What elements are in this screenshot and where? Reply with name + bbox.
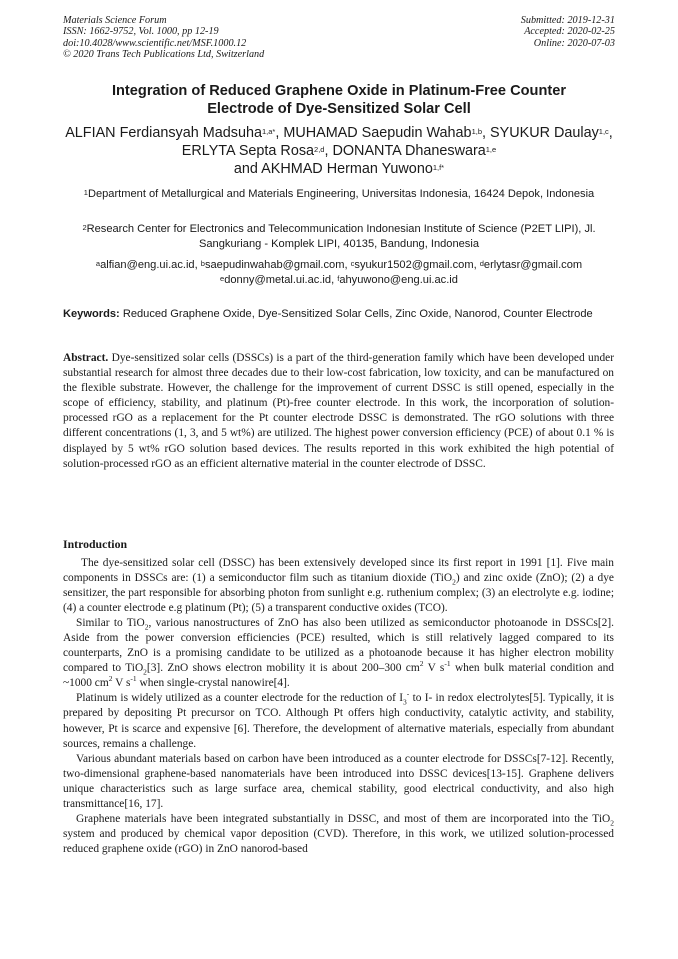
- email-link[interactable]: saepudinwahab@gmail.com,: [204, 259, 348, 271]
- paragraph: Similar to TiO$_2$, various nanostructures of ZnO has also been utilized as semiconductor photoanode in DSSCs[2]. Aside from the power conversion efficiencies (PCE) resulted, which is still relatively lagged compared to its counterparts, ZnO is a promising candidate to be utilized as a photoanode because it has higher electron mobility compared to TiO$_2$[3]. ZnO shows electron mobility it is about 200–300 $cm^2$ V $s^{-1}$ when bulk material condition and ~1000 $cm^2$ V $s^{-1}$ when single-crystal nanowire[4].: [63, 617, 614, 690]
- introduction-body: [63, 556, 614, 857]
- author-name: AKHMAD Herman Yuwono: [261, 161, 433, 177]
- email-marker: e: [220, 273, 225, 283]
- author-sup: 1,a*: [261, 127, 276, 136]
- email-link[interactable]: donny@metal.ui.ac.id,: [224, 273, 335, 286]
- paragraph: Platinum is widely utilized as a counter electrode for the reduction of $I_3^-$ to I- in redox electrolytes[5]. Typically, it is prepared by depositing Pt precursor on TCO. Although Pt offers high conductivity, catalytic activity, and stability, however, Pt is scarce and expensive [6]. Therefore, the development of alternative materials, especially from abundant sources, remains a challenge.: [63, 689, 614, 750]
- author-name: SYUKUR Daulay: [490, 125, 599, 141]
- affiliation-number: 2: [82, 223, 87, 232]
- affiliation-number: 1: [83, 188, 88, 197]
- title-line-2: Electrode of Dye-Sensitized Solar Cell: [207, 101, 471, 117]
- abstract-text: Dye-sensitized solar cells (DSSCs) is a part of the third-generation family which have been developed under substantial research for almost three decades due to their low-cost fabrication, low toxicity, and can be manufactured on the flexible substrate. However, the challenge for the improvement of current DSSC is still opened, especially in the scope of efficiency, stability, and platinum (Pt)-free counter electrode. In this work, the incorporation of solution-processed rGO as a replacement for the Pt counter electrode DSSC is demonstrated. The rGO solutions with three different concentrations (1, 3, and 5 wt%) are utilized. The highest power conversion efficiency (PCE) of about 0.1 % is displayed by 5 wt% rGO solution based devices. The results reported in this work exhibited the high potential of solution-processed rGO as an efficient alternative material in the counter electrode of DSSC.: [63, 352, 614, 470]
- journal-doi: doi:10.4028/www.scientific.net/MSF.1000.12: [63, 37, 247, 49]
- email-marker: b: [200, 259, 205, 268]
- email-marker: d: [479, 259, 484, 268]
- author-sup: 1,c: [598, 127, 609, 136]
- author-sup: 2,d: [314, 145, 325, 154]
- journal-name: Materials Science Forum: [63, 15, 167, 26]
- paragraph: The dye-sensitized solar cell (DSSC) has been extensively developed since its first report in 1991 [1]. Five main components in DSSCs are: (1) a semiconductor film such as titanium dioxide (TiO$_2$) and zinc oxide (ZnO); (2) a dye sensitizer, the part responsible for absorbing photon from sunlight e.g. ruthenium complex; (3) an electrolyte e.g. iodine; (4) a counter electrode e.g platinum (Pt); (5) a transparent conductive oxides (TCO).: [63, 557, 614, 615]
- paper-title: [60, 82, 618, 118]
- author-name: MUHAMAD Saepudin Wahab: [283, 125, 472, 141]
- paragraph: Graphene materials have been integrated substantially in DSSC, and most of them are incorporated into the TiO$_2$ system and produced by chemical vapor deposition (CVD). Therefore, in this work, we utilized solution-processed reduced graphene oxide (rGO) in ZnO nanorod-based: [63, 812, 614, 855]
- abstract-label: Abstract.: [63, 352, 109, 364]
- author-name: ERLYTA Septa Rosa: [181, 143, 315, 159]
- email-link[interactable]: alfian@eng.ui.ac.id,: [100, 259, 198, 271]
- email-marker: c: [350, 259, 355, 268]
- keywords: [63, 307, 614, 322]
- author-and: and: [233, 161, 258, 177]
- email-link[interactable]: erlytasr@gmail.com: [483, 259, 583, 271]
- abstract: [63, 351, 614, 472]
- paragraph: Various abundant materials based on carbon have been introduced as a counter electrode for DSSCs[7-12]. Recently, two-dimensional graphene-based nanomaterials have been introduced into DSSC devices[13-15]. Graphene delivers unique characteristics such as large surface area, chemical stability, good electrical conductivity, and also high transmittance[16, 17].: [63, 752, 614, 810]
- submitted-date: Submitted: 2019-12-31: [520, 15, 615, 26]
- author-name: DONANTA Dhaneswara: [332, 143, 486, 159]
- journal-info: [63, 15, 264, 61]
- author-sup: 1,f*: [432, 163, 445, 172]
- author-list: ALFIAN Ferdiansyah Madsuha$^{1,a*}$, MUHAMAD Saepudin Wahab$^{1,b}$, SYUKUR Daulay$^{1,c}$, ERLYTA Septa Rosa$^{2,d}$, DONANTA Dhaneswara$^{1,e}$ and AKHMAD Herman Yuwono$^{1,f*}$: [65, 125, 613, 177]
- affiliation-text: Department of Metallurgical and Materials Engineering, Universitas Indonesia, 16424 Depok, Indonesia: [87, 188, 595, 200]
- accepted-date: Accepted: 2020-02-25: [524, 26, 615, 38]
- email-marker: f: [337, 273, 340, 283]
- online-date: Online: 2020-07-03: [533, 37, 615, 49]
- journal-copyright: © 2020 Trans Tech Publications Ltd, Switzerland: [63, 49, 265, 61]
- affiliation-text: Research Center for Electronics and Telecommunication Indonesian Institute of Science (P2ET LIPI), Jl. Sangkuriang - Komplek LIPI, 40135, Bandung, Indonesia: [86, 223, 596, 250]
- email-marker: a: [95, 259, 101, 268]
- section-heading-introduction: Introduction: [63, 537, 128, 551]
- author-sup: 1,b: [471, 127, 482, 136]
- affiliation-1: [64, 187, 614, 202]
- email-link[interactable]: syukur1502@gmail.com,: [354, 259, 477, 271]
- affiliation-2: [64, 222, 614, 251]
- publication-dates: [521, 15, 615, 49]
- author-sup: 1,e: [485, 145, 497, 154]
- email-link[interactable]: ahyuwono@eng.ui.ac.id: [339, 273, 458, 286]
- keywords-text: Reduced Graphene Oxide, Dye-Sensitized Solar Cells, Zinc Oxide, Nanorod, Counter Electrode: [122, 308, 593, 320]
- author-name: ALFIAN Ferdiansyah Madsuha: [65, 125, 262, 141]
- author-emails: [64, 258, 614, 287]
- title-line-1: Integration of Reduced Graphene Oxide in Platinum-Free Counter: [111, 83, 567, 99]
- keywords-label: Keywords:: [63, 308, 120, 320]
- journal-issn: ISSN: 1662-9752, Vol. 1000, pp 12-19: [63, 26, 219, 38]
